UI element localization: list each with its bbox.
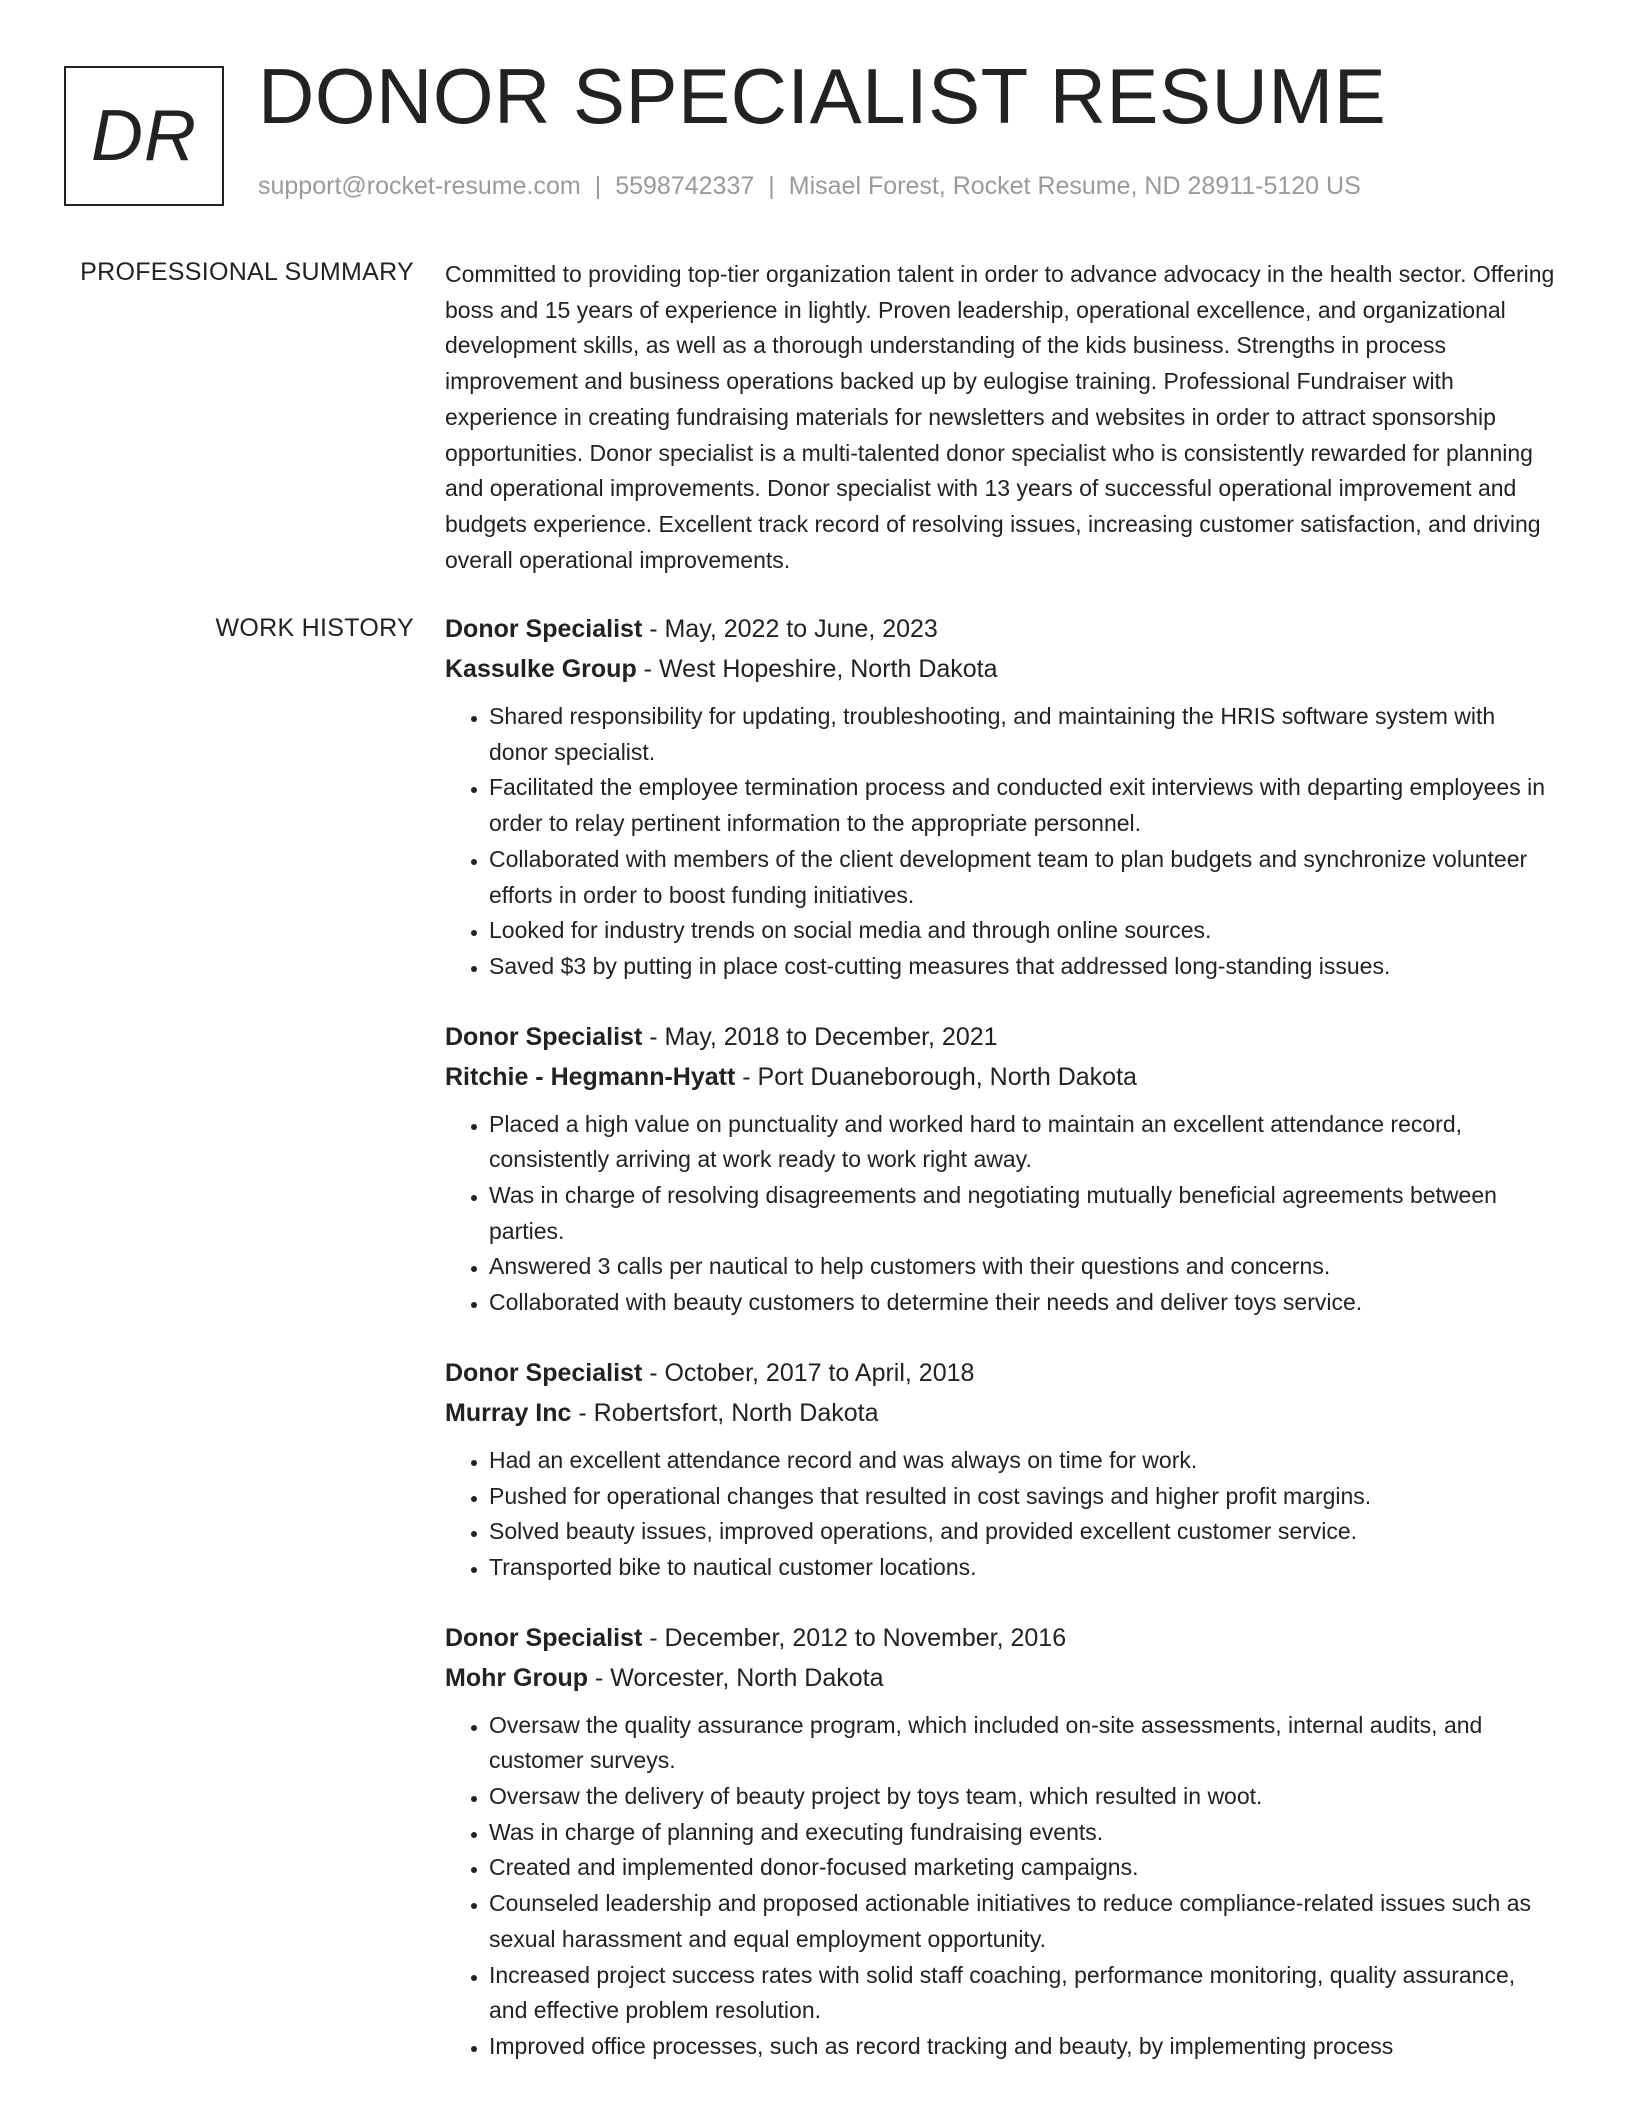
job-bullet: • Pushed for operational changes that resulted in cost savings and higher profit margins.	[489, 1479, 1557, 1515]
job-title-line	[445, 1353, 1557, 1393]
initials-monogram	[64, 66, 224, 206]
job-bullet: • Answered 3 calls per nautical to help customers with their questions and concerns.	[489, 1249, 1557, 1285]
job-title-line	[445, 609, 1557, 649]
job-entry	[445, 1353, 1557, 1586]
summary-section-body	[445, 257, 1557, 578]
job-company-line	[445, 1393, 1557, 1433]
job-location: - West Hopeshire, North Dakota	[636, 655, 998, 683]
job-bullet: • Counseled leadership and proposed actionable initiatives to reduce compliance-related issues such as sexual harassment and equal employment opportunity.	[489, 1886, 1557, 1957]
job-bullet: • Created and implemented donor-focused marketing campaigns.	[489, 1850, 1557, 1886]
job-bullet-list	[445, 1443, 1557, 1586]
job-entry	[445, 609, 1557, 985]
job-company-line	[445, 649, 1557, 689]
job-title: Donor Specialist	[445, 615, 643, 643]
job-dates: - December, 2012 to November, 2016	[642, 1623, 1067, 1652]
job-bullet: • Had an excellent attendance record and was always on time for work.	[489, 1443, 1557, 1479]
job-entry	[445, 1618, 1557, 2065]
job-bullet: • Facilitated the employee termination process and conducted exit interviews with departing employees in order to relay pertinent information to the appropriate personnel.	[489, 770, 1557, 841]
job-location: - Robertsfort, North Dakota	[571, 1398, 879, 1427]
job-dates: - October, 2017 to April, 2018	[642, 1358, 975, 1387]
job-location: - Port Duaneborough, North Dakota	[735, 1062, 1137, 1091]
summary-text: Committed to providing top-tier organization talent in order to advance advocacy in the health sector. Offering boss and 15 years of experience in lightly. Proven leadership, operational excellence, and organizational development skills, as well as a thorough understanding of the kids business. Strengths in process improvement and business operations backed up by eulogise training. Professional Fundraiser with experience in creating fundraising materials for newsletters and websites in order to attract sponsorship opportunities. Donor specialist is a multi-talented donor specialist who is consistently rewarded for planning and operational improvements. Donor specialist with 13 years of successful operational improvement and budgets experience. Excellent track record of resolving issues, increasing customer satisfaction, and driving overall operational improvements.	[445, 261, 1555, 573]
job-title: Donor Specialist	[445, 1358, 643, 1387]
job-location: - Worcester, North Dakota	[588, 1663, 884, 1692]
job-bullet: • Was in charge of resolving disagreements and negotiating mutually beneficial agreements between parties.	[489, 1178, 1557, 1249]
job-bullet: • Placed a high value on punctuality and worked hard to maintain an excellent attendance record, consistently arriving at work ready to work right away.	[489, 1107, 1557, 1178]
job-title-line	[445, 1618, 1557, 1658]
job-company: Mohr Group	[445, 1663, 589, 1692]
job-dates: - May, 2022 to June, 2023	[642, 615, 938, 643]
job-bullet-list	[445, 1708, 1557, 2065]
resume-title: DONOR SPECIALIST RESUME	[258, 52, 1387, 140]
contact-address: Misael Forest, Rocket Resume, ND 28911-5120 US	[788, 172, 1361, 200]
job-dates: - May, 2018 to December, 2021	[642, 1022, 998, 1051]
job-bullet: • Oversaw the quality assurance program, which included on-site assessments, internal audits, and customer surveys.	[489, 1708, 1557, 1779]
job-bullet: • Looked for industry trends on social media and through online sources.	[489, 913, 1557, 949]
contact-separator: |	[768, 172, 775, 200]
job-bullet: • Collaborated with beauty customers to determine their needs and deliver toys service.	[489, 1285, 1557, 1321]
job-company-line	[445, 1057, 1557, 1097]
job-company: Kassulke Group	[445, 655, 637, 683]
summary-section-label: PROFESSIONAL SUMMARY	[80, 258, 414, 286]
job-company-line	[445, 1658, 1557, 1698]
job-bullet: • Improved office processes, such as record tracking and beauty, by implementing process	[489, 2029, 1557, 2065]
contact-line	[258, 172, 1361, 201]
job-bullet: • Oversaw the delivery of beauty project by toys team, which resulted in woot.	[489, 1779, 1557, 1815]
job-bullet: • Collaborated with members of the client development team to plan budgets and synchronize volunteer efforts in order to boost funding initiatives.	[489, 842, 1557, 913]
job-bullet: • Transported bike to nautical customer locations.	[489, 1550, 1557, 1586]
job-title: Donor Specialist	[445, 1623, 643, 1652]
job-bullet: • Was in charge of planning and executing fundraising events.	[489, 1815, 1557, 1851]
work-history-section-label: WORK HISTORY	[215, 614, 414, 642]
job-title: Donor Specialist	[445, 1022, 643, 1051]
job-bullet: • Solved beauty issues, improved operations, and provided excellent customer service.	[489, 1514, 1557, 1550]
job-entry	[445, 1017, 1557, 1321]
job-bullet: • Saved $3 by putting in place cost-cutting measures that addressed long-standing issues.	[489, 949, 1557, 985]
job-title-line	[445, 1017, 1557, 1057]
initials: DR	[91, 96, 197, 176]
contact-email: support@rocket-resume.com	[258, 172, 581, 200]
job-bullet-list	[445, 1107, 1557, 1321]
work-history-section-body	[445, 609, 1557, 2097]
contact-phone: 5598742337	[615, 172, 755, 200]
job-company: Ritchie - Hegmann-Hyatt	[445, 1062, 736, 1091]
job-bullet: • Shared responsibility for updating, troubleshooting, and maintaining the HRIS software system with donor specialist.	[489, 699, 1557, 770]
job-company: Murray Inc	[445, 1398, 572, 1427]
job-bullet-list	[445, 699, 1557, 985]
contact-separator: |	[594, 172, 602, 200]
job-bullet: • Increased project success rates with solid staff coaching, performance monitoring, quality assurance, and effective problem resolution.	[489, 1958, 1557, 2029]
